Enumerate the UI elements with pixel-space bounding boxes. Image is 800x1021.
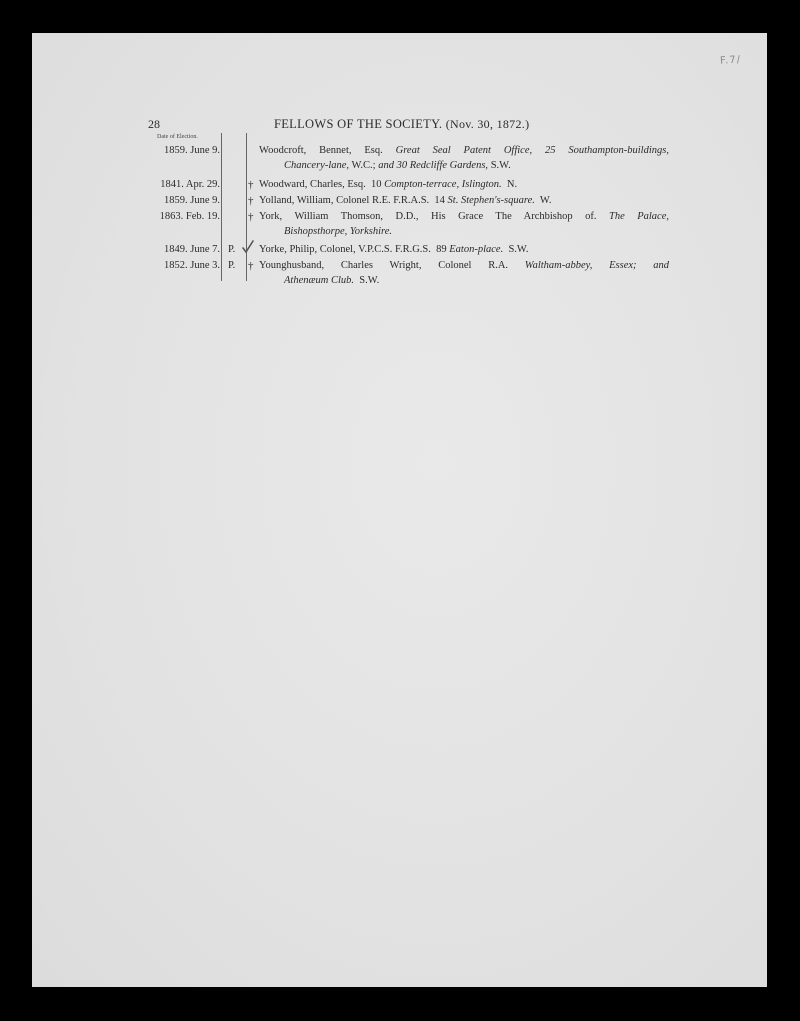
p-mark: P. [228, 260, 236, 271]
dagger-mark: † [248, 260, 254, 272]
postal-district: S.W. [508, 244, 529, 255]
page-heading [274, 117, 529, 132]
fellow-address: Waltham-abbey, Essex; [524, 260, 637, 271]
dagger-mark: † [248, 195, 254, 207]
election-date: 1849. June 7. [164, 244, 220, 255]
fellow-name: Yorke, Philip, Colonel, V.P.C.S. F.R.G.S. [259, 244, 431, 255]
fellow-name: Younghusband, Charles Wright, Colonel R.A. [259, 260, 509, 271]
fellow-entry: Yolland, William, Colonel R.E. F.R.A.S. 14 St. Stephen's-square. W. [259, 195, 552, 206]
archive-pencil-mark: F.7/ [719, 54, 742, 67]
fellow-address: The Palace, [608, 211, 669, 222]
fellow-name: Yolland, William, Colonel R.E. F.R.A.S. [259, 195, 430, 206]
election-date: 1852. June 3. [164, 260, 220, 271]
document-page [32, 33, 767, 987]
fellow-address-continued: Chancery-lane, W.C.; and 30 Redcliffe Gardens, S.W. [284, 160, 511, 171]
column-rule-right [246, 133, 247, 281]
column-rule-left [221, 133, 222, 281]
fellow-address: Compton-terrace, Islington. [384, 179, 502, 190]
column-label-date-of-election: Date of Election. [157, 134, 198, 140]
fellow-entry: Woodward, Charles, Esq. 10 Compton-terrace, Islington. N. [259, 179, 518, 190]
heading-date: (Nov. 30, 1872.) [445, 117, 530, 131]
pencil-tick-mark [241, 240, 255, 254]
fellow-name: Woodcroft, Bennet, Esq. [259, 145, 383, 156]
fellow-address: St. Stephen's-square. [447, 195, 535, 206]
page-number: 28 [148, 117, 160, 131]
p-mark: P. [228, 244, 236, 255]
dagger-mark: † [248, 211, 254, 223]
fellow-entry [259, 211, 669, 222]
election-date: 1863. Feb. 19. [159, 211, 220, 222]
postal-district: W. [539, 195, 552, 206]
fellow-name: Woodward, Charles, Esq. [259, 179, 366, 190]
fellow-entry: Younghusband, Charles Wright, Colonel R.A. Waltham-abbey, Essex; and [259, 260, 670, 271]
heading-title: FELLOWS OF THE SOCIETY. [274, 117, 443, 131]
fellow-address-continued: Bishopsthorpe, Yorkshire. [284, 226, 393, 237]
dagger-mark: † [248, 179, 254, 191]
fellow-name: York, William Thomson, D.D., His Grace The Archbishop of. [259, 211, 597, 222]
fellow-address-continued: Athenæum Club. S.W. [284, 275, 380, 286]
fellow-address: Eaton-place. [449, 244, 504, 255]
postal-district: N. [506, 179, 518, 190]
fellow-entry: Yorke, Philip, Colonel, V.P.C.S. F.R.G.S. 89 Eaton-place. S.W. [259, 244, 529, 255]
election-date: 1859. June 9. [164, 195, 220, 206]
fellow-address: Great Seal Patent Office, 25 Southampton-buildings, [395, 145, 669, 156]
election-date: 1841. Apr. 29. [160, 179, 220, 190]
fellow-entry [259, 145, 669, 156]
election-date: 1859. June 9. [164, 145, 220, 156]
